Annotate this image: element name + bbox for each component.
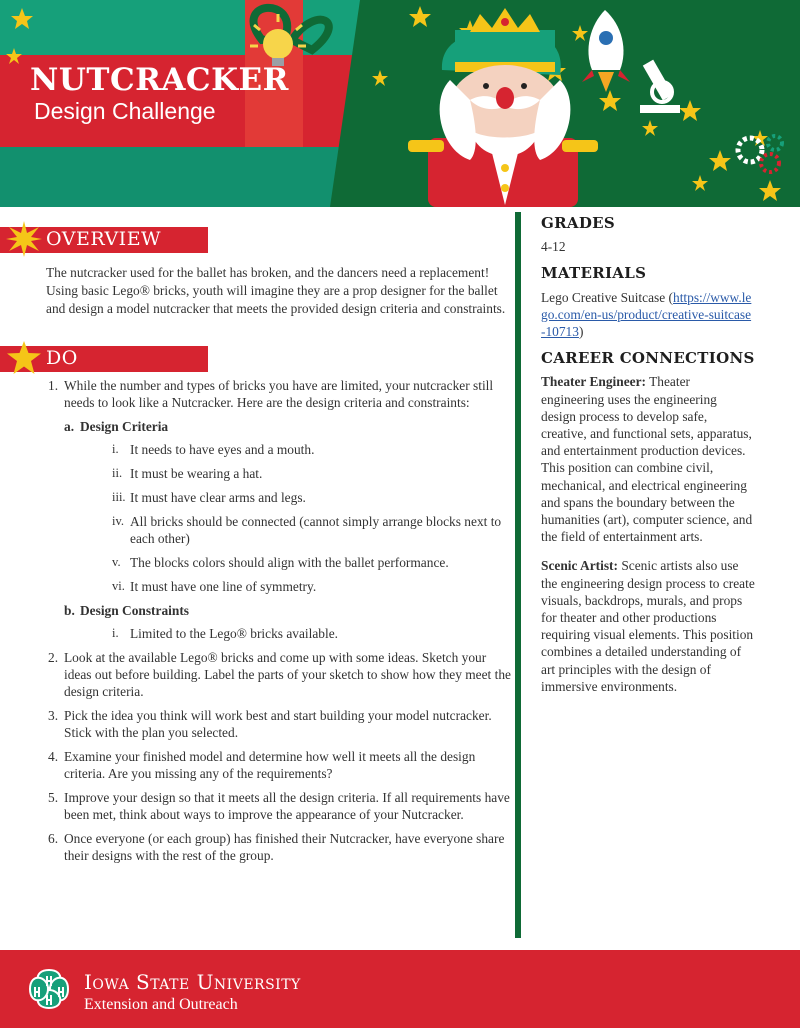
career-section bbox=[541, 350, 755, 695]
constraints-heading-text: Design Constraints bbox=[80, 603, 189, 618]
column-divider bbox=[515, 212, 521, 938]
list-item bbox=[34, 789, 512, 823]
step-number: 4. bbox=[48, 749, 59, 764]
step-number: 2. bbox=[48, 650, 59, 665]
criterion-text: All bricks should be connected (cannot simply arrange blocks next to each other) bbox=[130, 514, 502, 546]
criteria-heading bbox=[34, 418, 512, 435]
step-text: While the number and types of bricks you have are limited, your nutcracker still needs to look like a Nutcracker. Here are the design criteria and constraints: bbox=[64, 378, 494, 410]
step-text: Examine your finished model and determine how well it meets all the design criteria. Are you missing any of the requirements? bbox=[64, 749, 476, 781]
star-icon bbox=[6, 340, 42, 376]
steps-list bbox=[34, 377, 512, 871]
list-item bbox=[34, 465, 512, 482]
materials-label: Lego Creative Suitcase ( bbox=[541, 289, 673, 305]
criterion-number: iv. bbox=[112, 514, 125, 528]
criterion-number: v. bbox=[112, 555, 121, 569]
constraint-text: Limited to the Lego® bricks available. bbox=[130, 626, 338, 641]
criterion-number: ii. bbox=[112, 466, 123, 480]
list-item bbox=[34, 707, 512, 741]
criteria-heading-text: Design Criteria bbox=[80, 419, 169, 434]
list-item bbox=[34, 625, 512, 642]
criterion-text: It must be wearing a hat. bbox=[130, 466, 263, 481]
constraints-heading bbox=[34, 602, 512, 619]
grades-heading: GRADES bbox=[541, 214, 615, 232]
step-number: 3. bbox=[48, 708, 59, 723]
list-item bbox=[34, 441, 512, 458]
list-item bbox=[34, 489, 512, 506]
list-item bbox=[34, 554, 512, 571]
overview-heading: OVERVIEW bbox=[46, 228, 162, 250]
criterion-text: It must have one line of symmetry. bbox=[130, 579, 317, 594]
materials-link[interactable]: https://www.lego.com/en-us/product/creative-suitcase-10713 bbox=[541, 289, 752, 340]
do-heading: DO bbox=[46, 347, 78, 369]
list-item bbox=[34, 830, 512, 864]
step-text: Once everyone (or each group) has finished their Nutcracker, have everyone share their designs with the rest of the group. bbox=[64, 831, 505, 863]
list-item bbox=[34, 649, 512, 700]
constraint-number: i. bbox=[112, 626, 119, 640]
clover-4h-logo bbox=[24, 964, 74, 1014]
grades-value: 4-12 bbox=[541, 239, 566, 255]
overview-heading-bar bbox=[0, 227, 208, 253]
step-text: Improve your design so that it meets all the design criteria. If all requirements have been met, think about ways to improve the appearance of your Nutcracker. bbox=[64, 790, 510, 822]
overview-text: The nutcracker used for the ballet has broken, and the dancers need a replacement! Using basic Lego® bricks, youth will imagine they are a prop designer for the ballet and design a model nutcracker that meets the provided design criteria and constraints. bbox=[46, 265, 506, 316]
step-number: 1. bbox=[48, 378, 59, 393]
criterion-number: i. bbox=[112, 442, 119, 456]
extension-name: Extension and Outreach bbox=[84, 996, 238, 1013]
materials-section bbox=[541, 265, 755, 340]
career-text: Theater engineering uses the engineering design process to develop safe, creative, and functional sets, apparatus, and entertainment production devices. This position can combine civil, mechanical, and electrical engineering and spans the boundary between the humanities (art), computer science, and the field of entertainment arts. bbox=[541, 374, 753, 545]
starburst-icon bbox=[6, 221, 42, 257]
step-number: 5. bbox=[48, 790, 59, 805]
step-number: 6. bbox=[48, 831, 59, 846]
criterion-text: The blocks colors should align with the ballet performance. bbox=[130, 555, 449, 570]
criteria-letter: a. bbox=[64, 419, 75, 434]
criterion-text: It needs to have eyes and a mouth. bbox=[130, 442, 315, 457]
career-item bbox=[541, 557, 755, 695]
header-banner bbox=[0, 0, 800, 207]
university-name: Iowa State University bbox=[84, 970, 301, 994]
constraints-letter: b. bbox=[64, 603, 75, 618]
list-item bbox=[34, 578, 512, 595]
career-title: Scenic Artist: bbox=[541, 558, 618, 574]
career-text: Scenic artists also use the engineering design process to create visuals, backdrops, murals, and props for theater and other productions requiring visual elements. This position combines a detailed understanding of art principles with the design of immersive environments. bbox=[541, 558, 755, 694]
step-text: Look at the available Lego® bricks and come up with some ideas. Sketch your ideas out before building. Label the parts of your sketch to show how they meet the design criteria. bbox=[64, 650, 511, 699]
criterion-number: iii. bbox=[112, 490, 126, 504]
do-heading-bar bbox=[0, 346, 208, 372]
career-heading: CAREER CONNECTIONS bbox=[541, 349, 755, 368]
materials-heading: MATERIALS bbox=[541, 264, 647, 283]
materials-text bbox=[541, 289, 755, 341]
page-title: NUTCRACKER bbox=[30, 62, 289, 98]
list-item bbox=[34, 748, 512, 782]
career-item bbox=[541, 373, 755, 545]
list-item bbox=[34, 513, 512, 547]
list-item bbox=[34, 377, 512, 411]
grades-section bbox=[541, 215, 755, 255]
sidebar bbox=[541, 215, 755, 707]
criterion-number: vi. bbox=[112, 579, 125, 593]
criterion-text: It must have clear arms and legs. bbox=[130, 490, 306, 505]
footer bbox=[0, 950, 800, 1028]
career-title: Theater Engineer: bbox=[541, 374, 646, 390]
materials-close-paren: ) bbox=[578, 324, 584, 340]
page-subtitle: Design Challenge bbox=[34, 98, 216, 124]
step-text: Pick the idea you think will work best and start building your model nutcracker. Stick with the plan you selected. bbox=[64, 708, 492, 740]
